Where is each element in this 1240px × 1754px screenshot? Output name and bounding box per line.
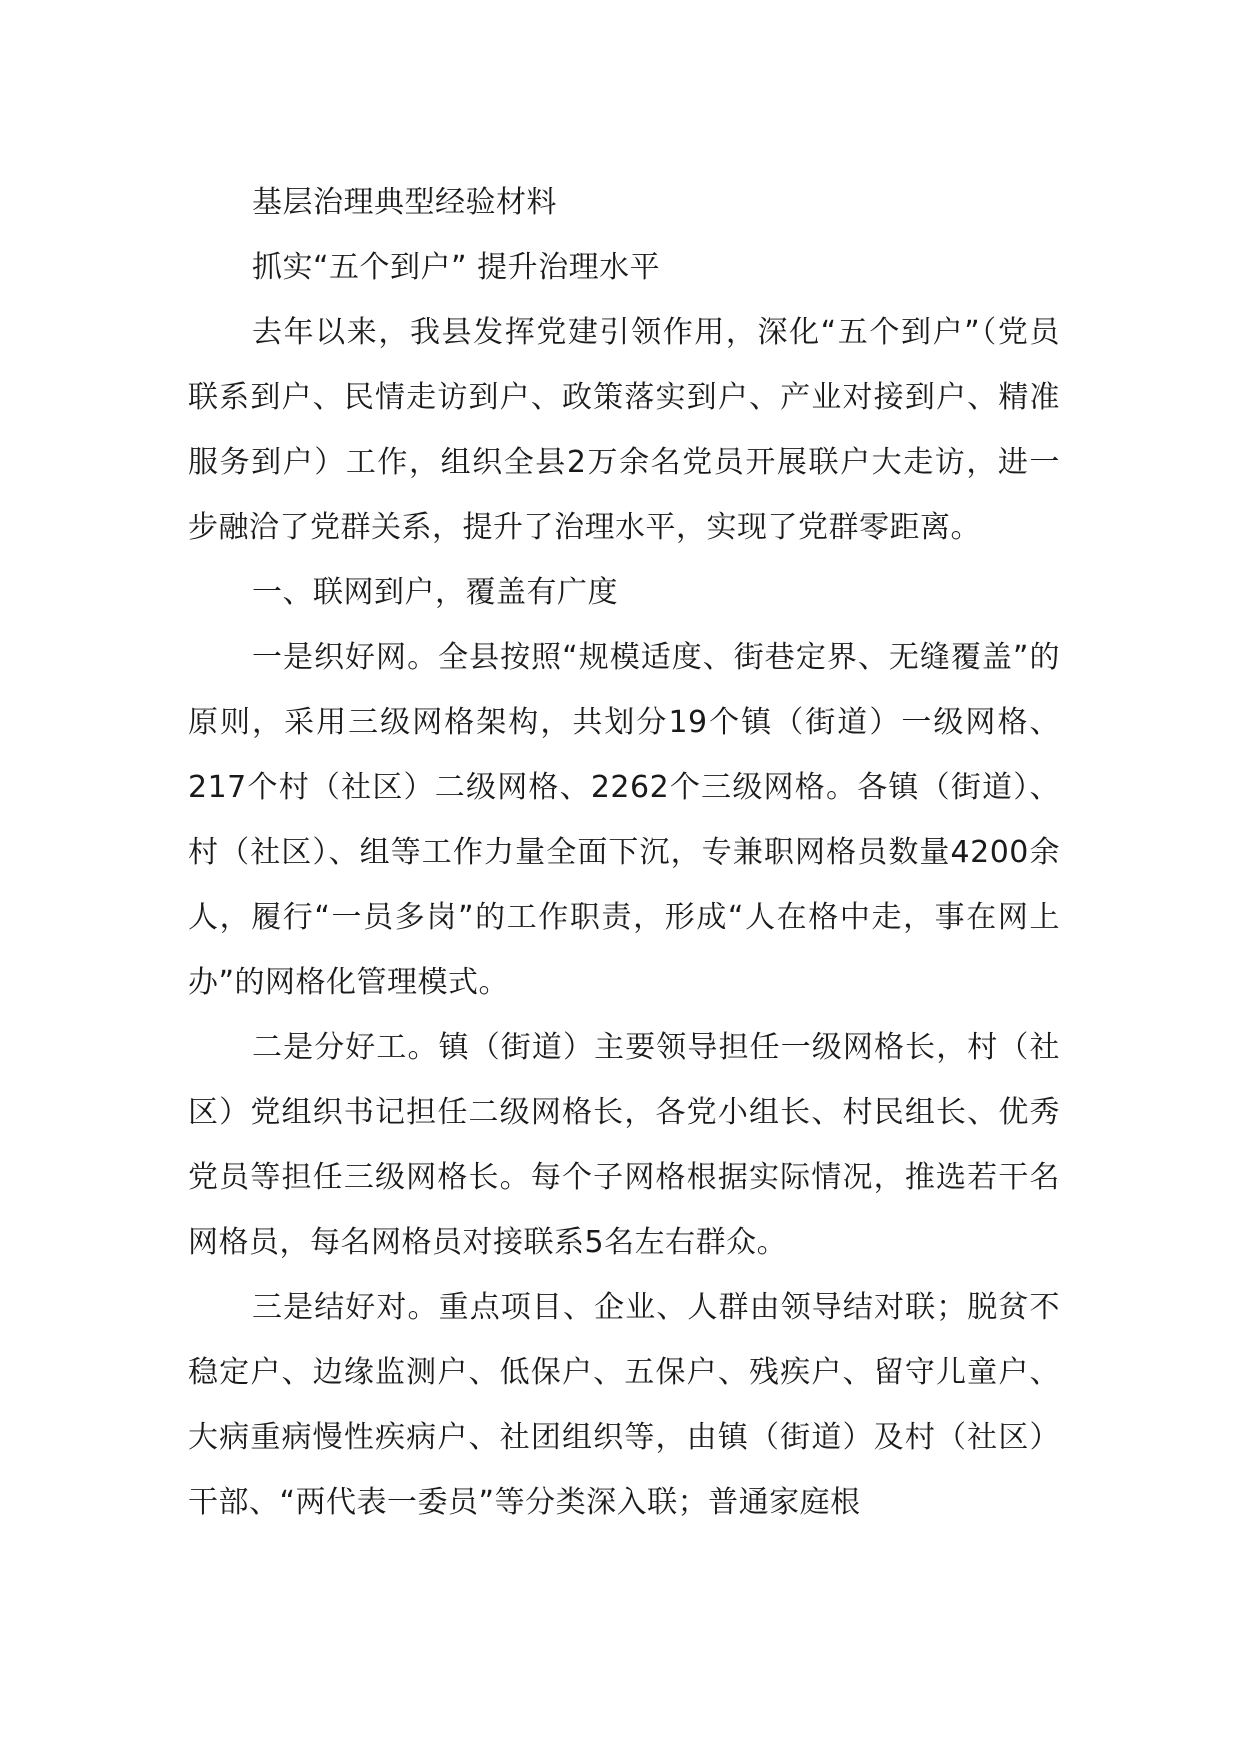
document-body (188, 170, 1060, 1535)
paragraph-pairing: 三是结好对。重点项目、企业、人群由领导结对联；脱贫不稳定户、边缘监测户、低保户、五保户、残疾户、留守儿童户、大病重病慢性疾病户、社团组织等，由镇（街道）及村（社区）干部、“两代表一委员”等分类深入联；普通家庭根 (188, 1290, 1060, 1520)
paragraph-intro: 去年以来，我县发挥党建引领作用，深化“五个到户”（党员联系到户、民情走访到户、政策落实到户、产业对接到户、精准服务到户）工作，组织全县2万余名党员开展联户大走访，进一步融洽了党群关系，提升了治理水平，实现了党群零距离。 (188, 315, 1060, 545)
document-subtitle: 抓实“五个到户” 提升治理水平 (252, 250, 661, 285)
document-title: 基层治理典型经验材料 (252, 185, 557, 220)
paragraph-division: 二是分好工。镇（街道）主要领导担任一级网格长，村（社区）党组织书记担任二级网格长，各党小组长、村民组长、优秀党员等担任三级网格长。每个子网格根据实际情况，推选若干名网格员，每名网格员对接联系5名左右群众。 (188, 1030, 1060, 1260)
paragraph-network: 一是织好网。全县按照“规模适度、街巷定界、无缝覆盖”的原则，采用三级网格架构，共划分19个镇（街道）一级网格、217个村（社区）二级网格、2262个三级网格。各镇（街道）、村（社区）、组等工作力量全面下沉，专兼职网格员数量4200余人，履行“一员多岗”的工作职责，形成“人在格中走，事在网上办”的网格化管理模式。 (188, 640, 1060, 1000)
section-heading-1: 一、联网到户，覆盖有广度 (252, 575, 618, 610)
